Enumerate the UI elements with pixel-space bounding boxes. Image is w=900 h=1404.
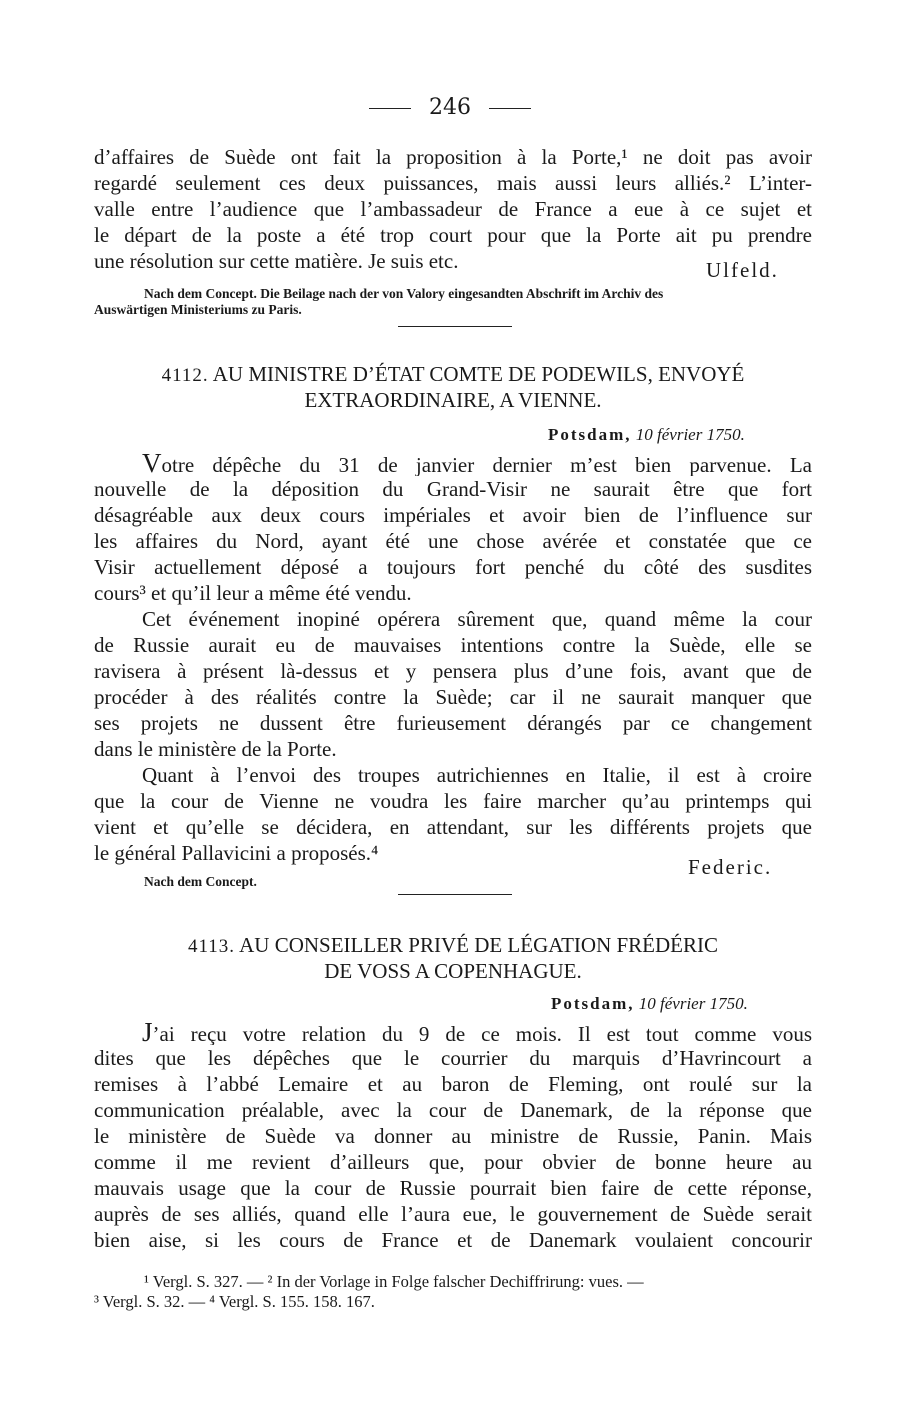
dateline-4112	[548, 425, 745, 445]
section-rule	[398, 326, 512, 327]
letter-heading-4112	[94, 362, 812, 412]
letter-heading-4113	[94, 933, 812, 983]
heading-line: DE VOSS A COPENHAGUE.	[324, 959, 582, 983]
page-number	[0, 95, 900, 120]
letter-body-4112	[94, 450, 812, 866]
section-rule	[398, 894, 512, 895]
page-number-dash-left	[369, 108, 411, 109]
text-line: procéder à des réalités contre la Suède; car il ne saurait manquer que	[94, 685, 812, 709]
letter-number: 4112.	[161, 365, 209, 386]
text-line: remises à l’abbé Lemaire et au baron de Fleming, ont roulé sur la	[94, 1072, 812, 1096]
heading-line: AU CONSEILLER PRIVÉ DE LÉGATION FRÉDÉRIC	[239, 933, 719, 957]
text-line: bien aise, si les cours de France et de Danemark voulaient concourir	[94, 1228, 812, 1252]
signature-ulfeld: Ulfeld.	[706, 258, 779, 282]
text-line: ses projets ne dussent être furieusement dérangés par ce changement	[94, 711, 812, 735]
letter-number: 4113.	[187, 936, 236, 957]
source-note	[94, 286, 812, 318]
source-note-4112: Nach dem Concept.	[144, 874, 257, 889]
page-number-dash-right	[489, 108, 531, 109]
text-line: Visir actuellement déposé a toujours fort penché du côté des susdites	[94, 555, 812, 579]
signature-federic: Federic.	[688, 855, 773, 879]
initial-letter: J	[142, 1019, 153, 1045]
dateline-place: Potsdam,	[551, 994, 635, 1013]
text-line: auprès de ses alliés, quand elle l’aura eue, le gouvernement de Suède serait	[94, 1202, 812, 1226]
text-line: désagréable aux deux cours impériales et avoir bien de l’influence sur	[94, 503, 812, 527]
text-line	[94, 450, 812, 476]
heading-line: EXTRAORDINAIRE, A VIENNE.	[304, 388, 602, 412]
page-number-text: 246	[429, 95, 471, 120]
text-line: vient et qu’elle se décidera, en attendant, sur les différents projets que	[94, 815, 812, 839]
dateline-date: 10 février 1750.	[638, 994, 748, 1013]
letter-body-4113	[94, 1019, 812, 1253]
text-line: le départ de la poste a été trop court pour que la Porte ait pu prendre	[94, 223, 812, 247]
text-line: le général Pallavicini a proposés.⁴	[94, 841, 379, 865]
text-line: dans le ministère de la Porte.	[94, 737, 337, 761]
text-line: une résolution sur cette matière. Je suis etc.	[94, 249, 459, 273]
text-line: ravisera à présent là-dessus et y pensera plus d’une fois, avant que de	[94, 659, 812, 683]
text-line: nouvelle de la déposition du Grand-Visir ne saurait être que fort	[94, 477, 812, 501]
text-line: que la cour de Vienne ne voudra les faire marcher qu’au printemps qui	[94, 789, 812, 813]
source-note-line: Auswärtigen Ministeriums zu Paris.	[94, 302, 302, 317]
text-line: cours³ et qu’il leur a même été vendu.	[94, 581, 412, 605]
footnote-line: ¹ Vergl. S. 327. — ² In der Vorlage in Folge falscher Dechiffrirung: vues. —	[144, 1272, 644, 1291]
source-note-line: Nach dem Concept. Die Beilage nach der von Valory eingesandten Abschrift im Archiv des	[144, 286, 664, 301]
initial-letter: V	[142, 450, 162, 476]
continuation-text	[94, 144, 812, 274]
text-line	[94, 1019, 812, 1045]
text-span: ’ai reçu votre relation du 9 de ce mois. Il est tout comme vous	[152, 1022, 812, 1045]
footnotes	[94, 1272, 812, 1312]
text-line: comme il me revient d’ailleurs que, pour obvier de bonne heure au	[94, 1150, 812, 1174]
text-line: de Russie aurait eu de mauvaises intentions contre la Suède, elle se	[94, 633, 812, 657]
text-line: mauvais usage que la cour de Russie pourrait bien faire de cette réponse,	[94, 1176, 812, 1200]
dateline-4113	[551, 994, 748, 1014]
dateline-place: Potsdam,	[548, 425, 632, 444]
heading-line: AU MINISTRE D’ÉTAT COMTE DE PODEWILS, ENVOYÉ	[212, 362, 745, 386]
dateline-date: 10 février 1750.	[635, 425, 745, 444]
text-line: les affaires du Nord, ayant été une chose avérée et constatée que ce	[94, 529, 812, 553]
text-line: Quant à l’envoi des troupes autrichiennes en Italie, il est à croire	[142, 763, 812, 787]
text-line: le ministère de Suède va donner au ministre de Russie, Panin. Mais	[94, 1124, 812, 1148]
text-line: dites que les dépêches que le courrier du marquis d’Havrincourt a	[94, 1046, 812, 1070]
footnote-line: ³ Vergl. S. 32. — ⁴ Vergl. S. 155. 158. 167.	[94, 1292, 375, 1311]
text-line: regardé seulement ces deux puissances, mais aussi leurs alliés.² L’inter-	[94, 171, 812, 195]
text-line: valle entre l’audience que l’ambassadeur de France a eue à ce sujet et	[94, 197, 812, 221]
text-span: otre dépêche du 31 de janvier dernier m’est bien parvenue. La	[161, 453, 812, 476]
text-line: Cet événement inopiné opérera sûrement que, quand même la cour	[142, 607, 812, 631]
text-line: d’affaires de Suède ont fait la proposition à la Porte,¹ ne doit pas avoir	[94, 145, 812, 169]
text-line: communication préalable, avec la cour de Danemark, de la réponse que	[94, 1098, 812, 1122]
